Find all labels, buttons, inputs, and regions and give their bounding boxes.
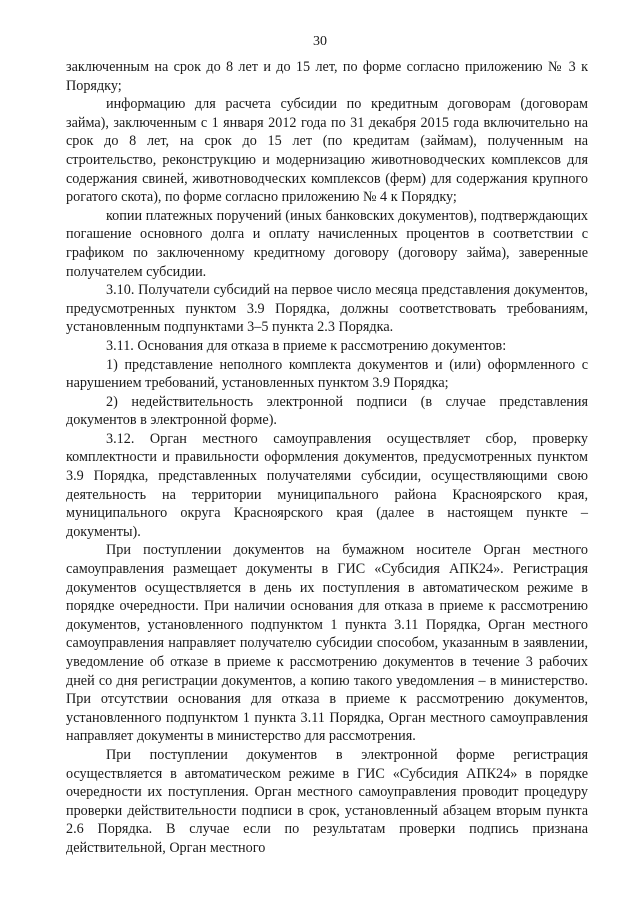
paragraph: 3.11. Основания для отказа в приеме к рассмотрению документов: bbox=[106, 337, 507, 354]
paragraph: копии платежных поручений (иных банковских документов), подтверждающих погашение основного долга и оплату начисленных процентов в соответствии с графиком по заключенному кредитному договору (договору займа), заверенные получателем субсидии. bbox=[66, 207, 588, 280]
paragraph: заключенным на срок до 8 лет и до 15 лет, по форме согласно приложению № 3 к Порядку; bbox=[66, 59, 588, 94]
paragraph: При поступлении документов на бумажном носителе Орган местного самоуправления размещает документы в ГИС «Субсидия АПК24». Регистрация документов осуществляется в день их поступления в автоматическом режиме в порядке очередности. При наличии основания для отказа в приеме к рассмотрению документов, установленного подпунктом 1 пункта 3.11 Порядка, Орган местного самоуправления направляет получателю субсидии способом, указанным в заявлении, уведомление об отказе в приеме к рассмотрению документов в течение 3 рабочих дней со дня регистрации документов, а копию такого уведомления – в министерство. При отсутствии основания для отказа в приеме к рассмотрению документов, установленного подпунктом 1 пункта 3.11 Порядка, Орган местного самоуправления направляет документы в министерство для рассмотрения. bbox=[66, 542, 588, 745]
paragraph: 3.10. Получатели субсидий на первое число месяца представления документов, предусмотренных пунктом 3.9 Порядка, должны соответствовать требованиям, установленным подпунктами 3–5 пункта 2.3 Порядка. bbox=[66, 282, 588, 336]
paragraph: При поступлении документов в электронной форме регистрация осуществляется в автоматическом режиме в ГИС «Субсидия АПК24» в порядке очередности их поступления. Орган местного самоуправления проводит процедуру проверки действительности подписи в срок, установленный абзацем вторым пункта 2.6 Порядка. В случае если по результатам проверки подпись признана действительной, Орган местного bbox=[66, 746, 588, 856]
paragraph: информацию для расчета субсидии по кредитным договорам (договорам займа), заключенным с 1 января 2012 года по 31 декабря 2015 года включительно на срок до 8 лет, на срок до 15 лет (по кредитам (займам), полученным на строительство, реконструкцию и модернизацию животноводческих комплексов для содержания свиней, животноводческих комплексов (ферм) для содержания крупного рогатого скота), по форме согласно приложению № 4 к Порядку; bbox=[66, 96, 588, 206]
paragraph: 1) представление неполного комплекта документов и (или) оформленного с нарушением требований, установленных пунктом 3.9 Порядка; bbox=[66, 356, 588, 392]
paragraph: 2) недействительность электронной подписи (в случае представления документов в электронной форме). bbox=[66, 393, 588, 429]
paragraph: 3.12. Орган местного самоуправления осуществляет сбор, проверку комплектности и правильности оформления документов, предусмотренных пунктом 3.9 Порядка, представленных получателями субсидии, осуществляющими свою деятельность на территории муниципального района Красноярского края, муниципального округа Красноярского края (далее в настоящем пункте – документы). bbox=[66, 430, 588, 540]
page-number: 30 bbox=[313, 34, 327, 49]
body-text bbox=[66, 58, 588, 858]
